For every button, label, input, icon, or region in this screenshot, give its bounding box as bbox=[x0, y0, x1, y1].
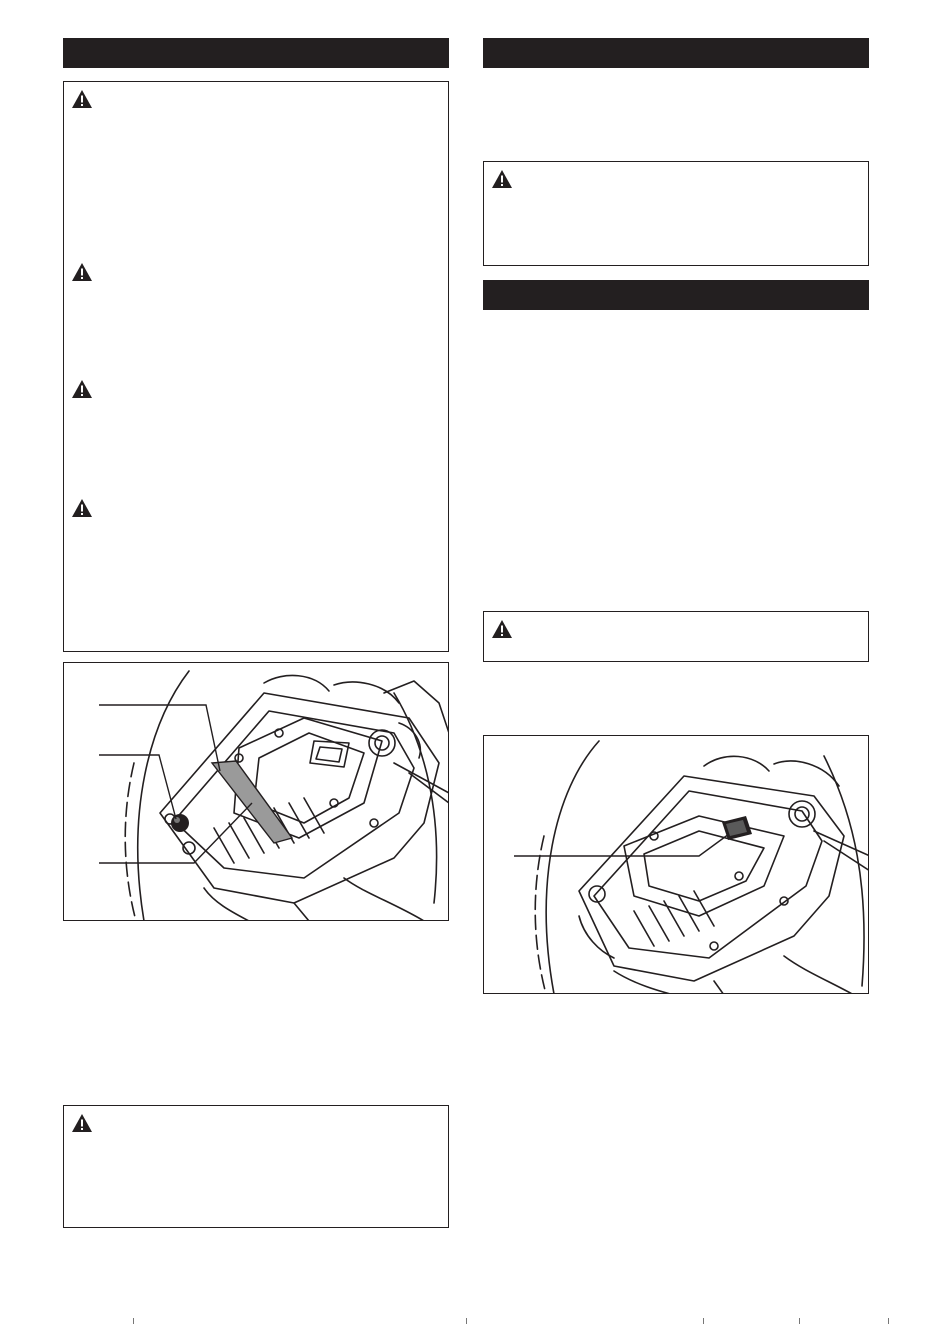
right-figure-lock-button bbox=[483, 735, 869, 994]
warning-triangle-icon bbox=[491, 619, 513, 639]
trim-mark bbox=[133, 1318, 134, 1324]
right-section-header-bar-2 bbox=[483, 280, 869, 310]
right-section-header-bar-1 bbox=[483, 38, 869, 68]
right-warning-box-1 bbox=[483, 161, 869, 266]
left-figure-switch-trigger bbox=[63, 662, 449, 921]
right-warning-box-2 bbox=[483, 611, 869, 662]
tool-handle-lock-illustration bbox=[484, 736, 869, 994]
trim-mark bbox=[703, 1318, 704, 1324]
trim-mark bbox=[466, 1318, 467, 1324]
left-bottom-warning-box bbox=[63, 1105, 449, 1228]
left-warning-box bbox=[63, 81, 449, 652]
warning-triangle-icon bbox=[71, 262, 93, 282]
warning-triangle-icon bbox=[71, 379, 93, 399]
left-section-header-bar bbox=[63, 38, 449, 68]
tool-handle-illustration bbox=[64, 663, 449, 921]
warning-triangle-icon bbox=[71, 1113, 93, 1133]
trim-mark bbox=[888, 1318, 889, 1324]
warning-triangle-icon bbox=[71, 89, 93, 109]
trim-mark bbox=[799, 1318, 800, 1324]
warning-triangle-icon bbox=[491, 169, 513, 189]
warning-triangle-icon bbox=[71, 498, 93, 518]
